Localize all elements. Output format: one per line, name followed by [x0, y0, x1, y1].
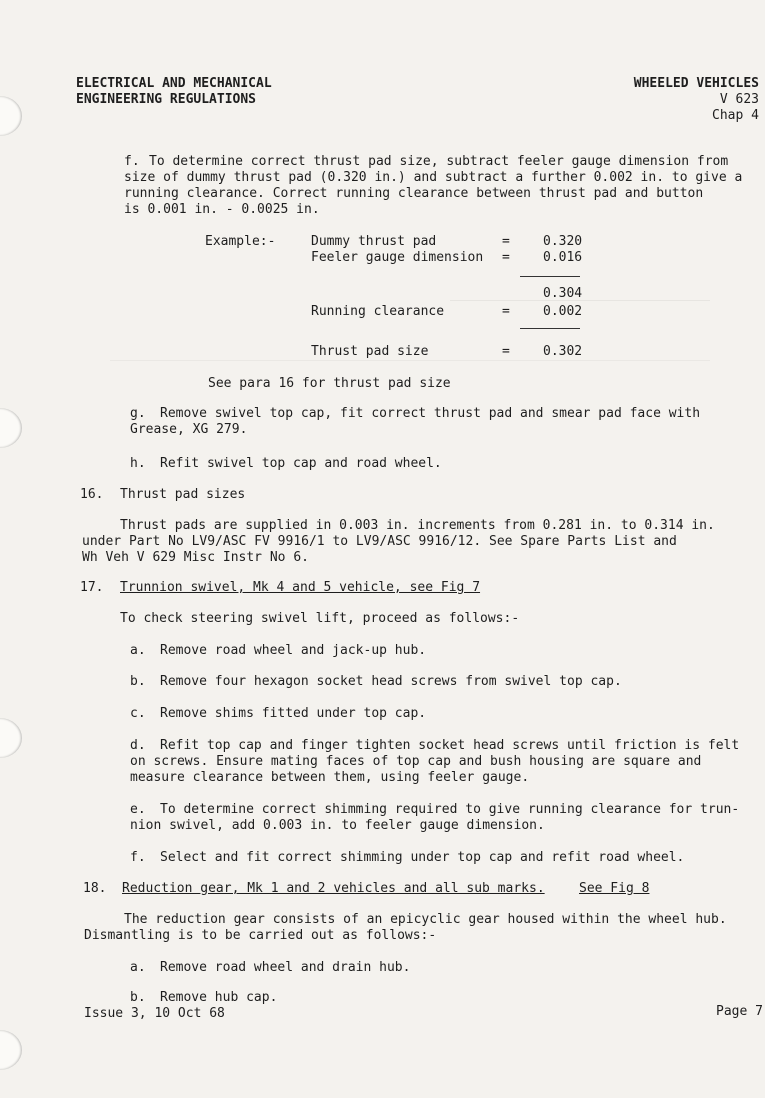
para-f1-line: To determine correct thrust pad size, subtract feeler gauge dimension from [149, 154, 729, 169]
sec16-line: Wh Veh V 629 Misc Instr No 6. [82, 550, 309, 565]
show-through-mark [110, 360, 710, 361]
example-row3-value: 0.002 [543, 304, 583, 319]
para-f1-line: running clearance. Correct running clearance between thrust pad and button [124, 186, 704, 201]
footer-page: Page 7 [716, 1004, 763, 1019]
sec17-number: 17. [80, 580, 104, 595]
sec17-intro: To check steering swivel lift, proceed as follows:- [120, 611, 520, 626]
sec18-b-text: Remove hub cap. [160, 990, 278, 1005]
sec17-e-letter: e. [130, 802, 146, 817]
sec18-b-letter: b. [130, 990, 146, 1005]
para-f1-letter: f. [124, 154, 140, 169]
punch-hole [0, 96, 22, 136]
example-row1-label: Dummy thrust pad [311, 234, 437, 249]
sec17-a-letter: a. [130, 643, 146, 658]
para-h-letter: h. [130, 456, 146, 471]
example-equals: = [502, 234, 510, 249]
sec16-line: Thrust pads are supplied in 0.003 in. increments from 0.281 in. to 0.314 in. [120, 518, 715, 533]
sec16-title: Thrust pad sizes [120, 487, 246, 502]
example-equals: = [502, 344, 510, 359]
example-equals: = [502, 304, 510, 319]
example-row2-value: 0.016 [543, 250, 583, 265]
sum-rule [520, 276, 580, 277]
sec17-d-letter: d. [130, 738, 146, 753]
sec17-e-line1: To determine correct shimming required to give running clearance for trun- [160, 802, 740, 817]
sec17-f-letter: f. [130, 850, 146, 865]
sec17-d-line2: on screws. Ensure mating faces of top cap and bush housing are square and [130, 754, 702, 769]
example-row2-label: Feeler gauge dimension [311, 250, 484, 265]
sec17-c-letter: c. [130, 706, 146, 721]
punch-hole [0, 408, 22, 448]
punch-hole [0, 718, 22, 758]
sec17-b-letter: b. [130, 674, 146, 689]
header-right-line2: V 623 [719, 92, 759, 107]
sec18-line2: Dismantling is to be carried out as follows:- [84, 928, 437, 943]
sec18-a-text: Remove road wheel and drain hub. [160, 960, 411, 975]
sec17-d-line3: measure clearance between them, using feeler gauge. [130, 770, 530, 785]
sec17-c-text: Remove shims fitted under top cap. [160, 706, 427, 721]
sec17-b-text: Remove four hexagon socket head screws from swivel top cap. [160, 674, 622, 689]
para-h-text: Refit swivel top cap and road wheel. [160, 456, 442, 471]
para-g-line2: Grease, XG 279. [130, 422, 248, 437]
para-f1-line: is 0.001 in. - 0.0025 in. [124, 202, 320, 217]
sec18-line1: The reduction gear consists of an epicyclic gear housed within the wheel hub. [124, 912, 727, 927]
header-left-line1: ELECTRICAL AND MECHANICAL [76, 76, 272, 91]
sec17-a-text: Remove road wheel and jack-up hub. [160, 643, 427, 658]
example-equals: = [502, 250, 510, 265]
sec16-number: 16. [80, 487, 104, 502]
sec17-e-line2: nion swivel, add 0.003 in. to feeler gauge dimension. [130, 818, 545, 833]
header-right-line1: WHEELED VEHICLES [633, 76, 759, 91]
header-left-line2: ENGINEERING REGULATIONS [76, 92, 257, 107]
example-note: See para 16 for thrust pad size [208, 376, 451, 391]
example-label: Example:- [205, 234, 276, 249]
sec16-line: under Part No LV9/ASC FV 9916/1 to LV9/ASC 9916/12. See Spare Parts List and [82, 534, 677, 549]
sec18-a-letter: a. [130, 960, 146, 975]
para-f1-line: size of dummy thrust pad (0.320 in.) and subtract a further 0.002 in. to give a [124, 170, 743, 185]
sec18-number: 18. [83, 881, 107, 896]
footer-issue: Issue 3, 10 Oct 68 [84, 1006, 225, 1021]
example-row4-label: Thrust pad size [311, 344, 429, 359]
sec17-d-line1: Refit top cap and finger tighten socket head screws until friction is felt [160, 738, 740, 753]
sec18-title: Reduction gear, Mk 1 and 2 vehicles and all sub marks. [122, 881, 545, 896]
para-g-line1: Remove swivel top cap, fit correct thrust pad and smear pad face with [160, 406, 701, 421]
punch-hole [0, 1030, 22, 1070]
header-right-line3: Chap 4 [712, 108, 759, 123]
example-row3-label: Running clearance [311, 304, 445, 319]
para-g-letter: g. [130, 406, 146, 421]
example-row1-value: 0.320 [543, 234, 583, 249]
sec18-fig-ref: See Fig 8 [579, 881, 650, 896]
example-row4-value: 0.302 [543, 344, 583, 359]
sum-rule [520, 328, 580, 329]
sec17-f-text: Select and fit correct shimming under top cap and refit road wheel. [160, 850, 685, 865]
example-subtotal-value: 0.304 [543, 286, 583, 301]
sec17-title: Trunnion swivel, Mk 4 and 5 vehicle, see Fig 7 [120, 580, 481, 595]
